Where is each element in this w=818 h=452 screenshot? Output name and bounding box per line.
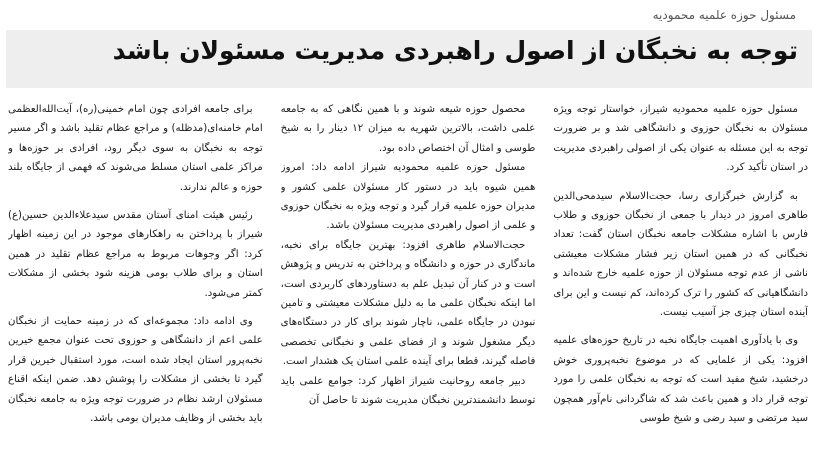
column-3 bbox=[8, 100, 263, 452]
column-2 bbox=[281, 100, 536, 452]
paragraph: وی با یادآوری اهمیت جایگاه نخبه در تاریخ حوزه‌های علمیه افزود: یکی از علمایی که در موضوع نخبه‌پروری خوش درخشید، شیخ مفید است که توجه به نخبگان علمی را مورد توجه قرار داد و همین باعث شد که شاگردانی نام‌آور همچون سید مرتضی و سید رضی و شیخ طوسی bbox=[553, 335, 808, 425]
article-body bbox=[8, 100, 808, 452]
paragraph: محصول حوزه شیعه شوند و با همین نگاهی که به جامعه علمی داشت، بالاترین شهریه به میزان ۱۲ دینار را به شیخ طوسی و امثال آن اختصاص داده بود. bbox=[280, 104, 536, 154]
paragraph: برای جامعه افرادی چون امام خمینی(ره)، آیت‌الله‌العظمی امام خامنه‌ای(مدظله) و مراجع عظام تقلید باشد و اگر مسیر توجه به نخبگان به سوی دیگر رود، افرادی بر حوزه‌ها و مراکز علمی استان مسلط می‌شوند که فهمی از جایگاه بلند حوزه و عالم ندارند. bbox=[8, 104, 263, 193]
paragraph: وی ادامه داد: مجموعه‌ای که در زمینه حمایت از نخبگان علمی اعم از دانشگاهی و حوزوی تحت عنوان مجمع خیرین نخبه‌پرور استان ایجاد شده است، مورد استقبال خیرین قرار گیرد تا بخشی از مشکلات را پوشش دهد. ضمن اینکه اقناع مسئولان ارشد نظام در ضرورت توجه ویژه به جامعه نخبگان باید بخشی از وظایف مدیران بومی باشد. bbox=[8, 316, 263, 425]
article-headline: توجه به نخبگان از اصول راهبردی مدیریت مسئولان باشد bbox=[6, 30, 812, 88]
paragraph: رئیس هیئت امنای آستان مقدس سیدعلاءالدین حسین(ع) شیراز با پرداختن به راهکارهای موجود در این زمینه اظهار کرد: اگر وجوهات مربوط به مراجع عظام تقلید در همین استان و برای طلاب بومی هزینه شود بخشی از مشکلات کمتر می‌شود. bbox=[8, 210, 263, 299]
paragraph: حجت‌الاسلام طاهری افزود: بهترین جایگاه برای نخبه، ماندگاری در حوزه و دانشگاه و پرداختن به تدریس و پژوهش است و در کنار آن تبدیل علم به دستاوردهای کاربردی است، اما اینکه نخبگان علمی ما به دلیل مشکلات معیشتی و تامین نبودن در جایگاه علمی، ناچار شوند برای کار در دستگاه‌های دیگر مشغول شوند و از فضای علمی و نخبگانی تخصصی فاصله گیرند، قطعا برای آینده علمی استان یک هشدار است. bbox=[280, 239, 536, 368]
paragraph: مسئول حوزه علمیه محمودیه شیراز ادامه داد: امروز همین شیوه باید در دستور کار مسئولان علمی کشور و مدیران حوزه علمیه قرار گیرد و توجه ویژه به نخبگان حوزوی و علمی از اصول راهبردی مدیریت مسئولان باشد. bbox=[280, 162, 536, 232]
column-1 bbox=[553, 100, 808, 452]
paragraph: به گزارش خبرگزاری رسا، حجت‌الاسلام سیدمحی‌الدین طاهری امروز در دیدار با جمعی از نخبگان حوزوی و طلاب فارس با اشاره مشکلات جامعه نخبگان استان گفت: تعداد نخبگانی که در همین استان زیر فشار مشکلات معیشتی ناشی از عدم توجه مسئولان از حوزه علمیه خارج شده‌اند و دانشگاهیانی که کشور را ترک کرده‌اند، کم نیست و این برای آینده استان چیزی جز آسیب نیست. bbox=[553, 190, 808, 319]
paragraph: دبیر جامعه روحانیت شیراز اظهار کرد: جوامع علمی باید توسط دانشمندترین نخبگان مدیریت شوند تا حاصل آن bbox=[280, 375, 536, 407]
article-kicker: مسئول حوزه علمیه محمودیه bbox=[652, 8, 796, 22]
paragraph: مسئول حوزه علمیه محمودیه شیراز، خواستار توجه ویژه مسئولان به نخبگان حوزوی و دانشگاهی شد و بر ضرورت توجه به این مسئله به عنوان یکی از اصولی راهبردی مدیریت در استان تأکید کرد. bbox=[553, 104, 808, 174]
